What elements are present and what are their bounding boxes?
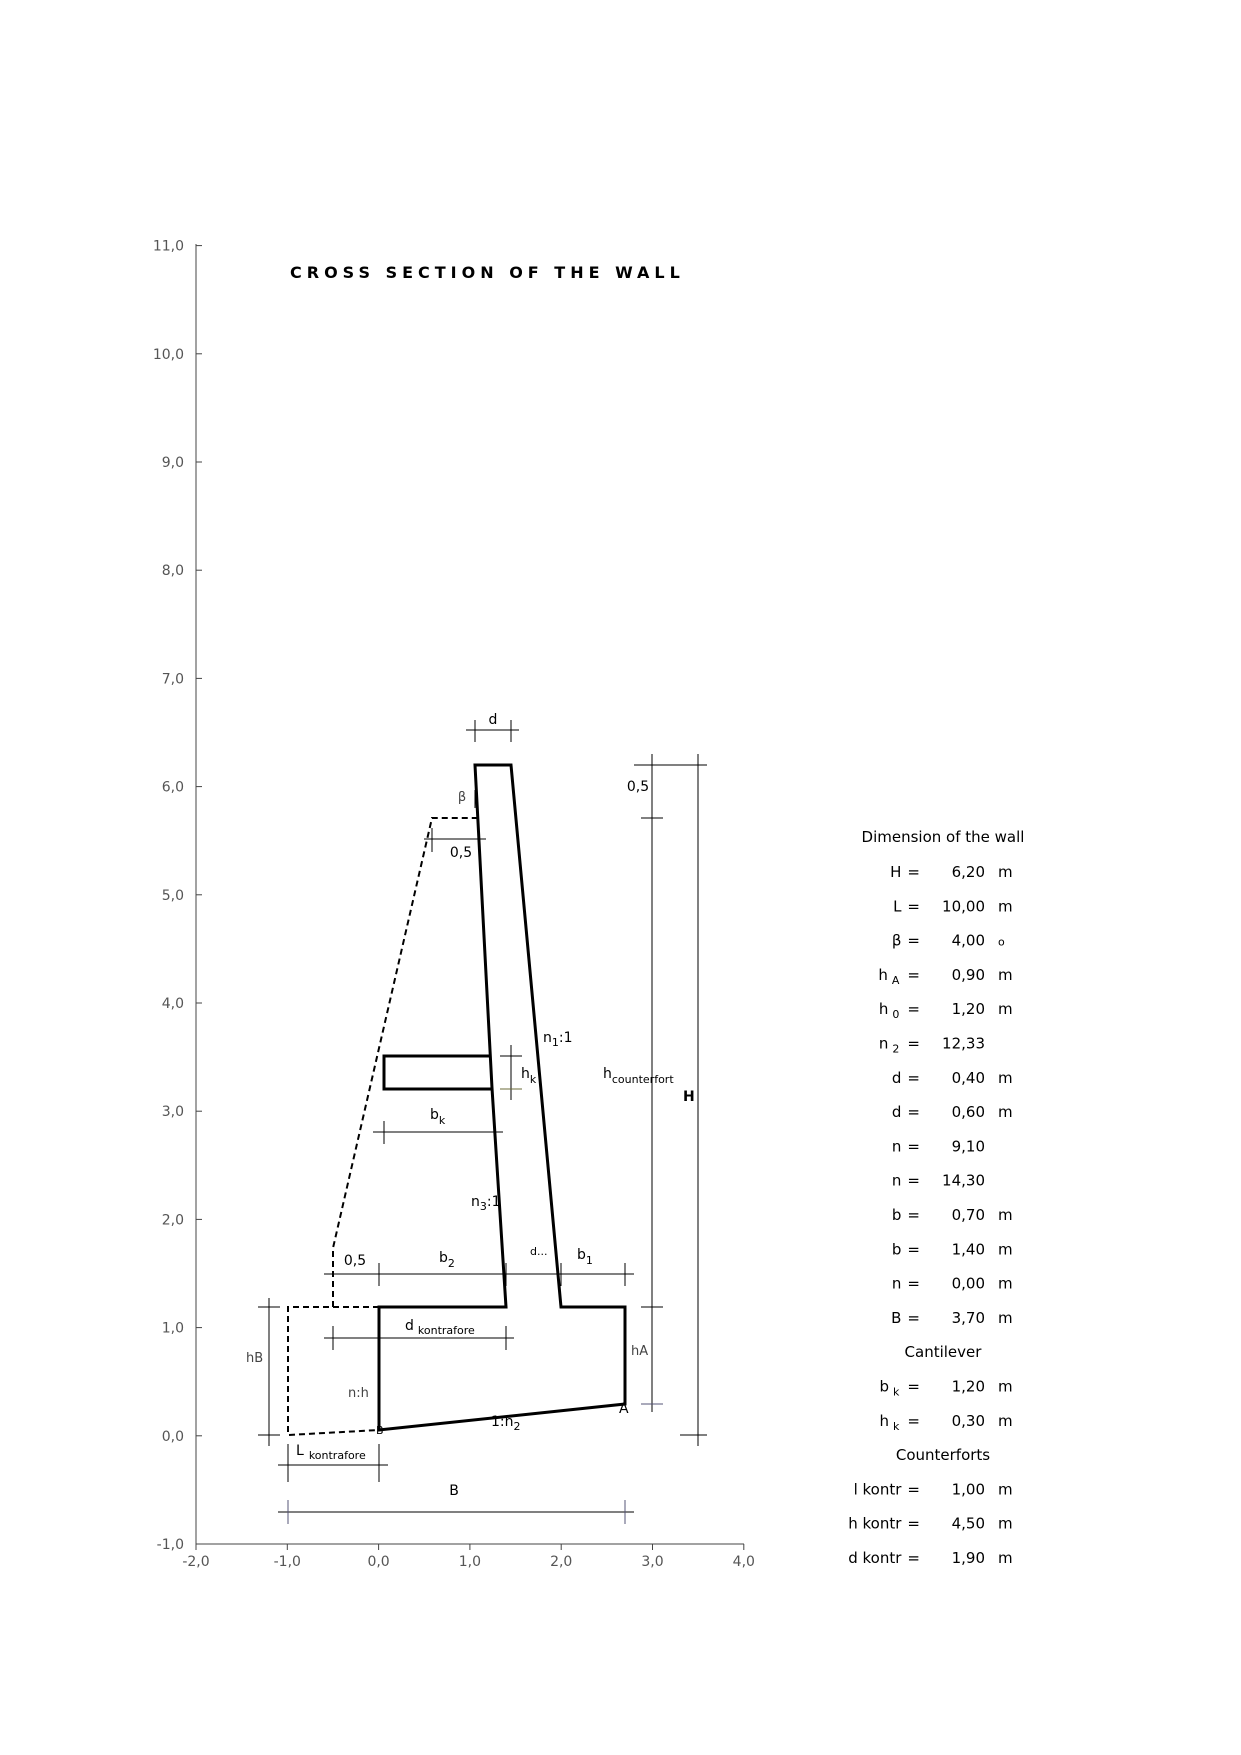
panel-row-name: B = [891, 1308, 920, 1327]
y-tick-label: 3,0 [161, 1104, 184, 1121]
panel-row-value: 4,50 [951, 1514, 985, 1533]
y-tick-label: 5,0 [161, 887, 184, 904]
label-slope: $1:n_2$ [491, 1414, 521, 1433]
label-n3: $n_3:1$ [471, 1194, 501, 1213]
x-tick-label: 2,0 [550, 1554, 573, 1570]
y-tick-label: 9,0 [161, 455, 184, 471]
panel-row-name: H = [890, 863, 920, 881]
y-tick-label: 6,0 [161, 779, 184, 796]
label-L-kontrafore: L $_{kontrafore}$ [296, 1443, 366, 1462]
y-tick-label: 2,0 [161, 1212, 184, 1229]
y-tick-label: 11,0 [152, 238, 184, 255]
label-H: H [683, 1089, 695, 1105]
x-tick-label: -2,0 [182, 1554, 210, 1570]
panel-row-value: 1,20 [951, 1000, 985, 1019]
panel-row-value: 1,00 [951, 1480, 985, 1499]
panel-row-unit: m [998, 1274, 1013, 1293]
panel-row-name: d = [891, 1068, 920, 1087]
label-n1: $n_1:1$ [543, 1030, 573, 1049]
panel-row-unit: m [998, 1377, 1013, 1396]
panel-row-value: 6,20 [951, 863, 985, 881]
label-b1: $b_1$ [577, 1247, 593, 1267]
panel-row-name: β = [891, 931, 920, 950]
wall-outline [379, 765, 625, 1430]
panel-row-value: 14,30 [942, 1171, 985, 1190]
label-half-right: 0,5 [626, 779, 650, 795]
label-d-kontrafore: d $_{kontrafore}$ [405, 1318, 475, 1337]
panel-row-unit: m [998, 1411, 1013, 1430]
label-bk: $b_k$ [430, 1107, 446, 1127]
panel-counterforts-heading: Counterforts [895, 1446, 991, 1465]
panel-row-unit: m [998, 1240, 1013, 1259]
label-hk: $h_k$ [521, 1066, 537, 1086]
panel-row-value: 0,00 [951, 1274, 985, 1293]
label-half-top: 0,5 [449, 845, 473, 861]
diagram-labels [246, 712, 695, 1499]
label-beta: β [457, 790, 467, 805]
panel-row-value: 0,30 [951, 1411, 985, 1430]
counterfort-outline [288, 818, 478, 1435]
panel-row-name: h $_A$ = [878, 965, 920, 987]
label-half-counterfort: 0,5 [343, 1253, 367, 1269]
panel-row-name: d kontr = [848, 1549, 920, 1567]
panel-row-name: b = [891, 1240, 920, 1259]
panel-row-value: 9,10 [951, 1137, 985, 1156]
panel-row-value: 0,70 [951, 1206, 985, 1224]
y-tick-label: 8,0 [161, 563, 184, 580]
panel-row-name: h kontr = [848, 1514, 920, 1533]
y-tick-label: -1,0 [156, 1537, 184, 1553]
panel-row-value: 1,40 [951, 1240, 985, 1259]
label-point-B: B [376, 1424, 384, 1437]
panel-row-value: 4,00 [951, 931, 985, 950]
panel-row-unit: m [998, 1068, 1013, 1087]
y-tick-label: 0,0 [161, 1428, 184, 1445]
panel-row-value: 1,20 [951, 1377, 985, 1396]
panel-row-name: d = [891, 1103, 920, 1122]
label-hA: hA [631, 1344, 649, 1359]
panel-row-value: 10,00 [942, 897, 985, 916]
cantilever-shelf [384, 1056, 493, 1089]
panel-row-value: 3,70 [951, 1308, 985, 1327]
x-tick-label: -1,0 [273, 1554, 301, 1570]
dimension-lines [258, 720, 707, 1524]
label-h-counterfort: $h_{counterfort}$ [603, 1066, 674, 1086]
panel-row-name: h $_0$ = [878, 1000, 920, 1022]
panel-row-name: b = [891, 1206, 920, 1224]
label-hB: hB [246, 1351, 264, 1366]
panel-row-unit: m [998, 897, 1013, 916]
label-b2: $b_2$ [439, 1250, 455, 1270]
x-tick-label: 0,0 [367, 1554, 390, 1570]
panel-row-unit: m [998, 1549, 1013, 1567]
y-tick-label: 7,0 [161, 671, 184, 688]
panel-rows [848, 863, 1012, 1567]
label-d-top: d [488, 712, 498, 728]
label-d-base: d... [530, 1245, 548, 1258]
y-tick-label: 4,0 [161, 996, 184, 1012]
y-tick-label: 1,0 [161, 1320, 184, 1337]
panel-row-unit: m [998, 1480, 1013, 1499]
panel-row-unit: m [998, 1514, 1013, 1533]
panel-row-value: 12,33 [942, 1034, 985, 1053]
panel-row-value: 0,40 [951, 1068, 985, 1087]
panel-row-unit: m [998, 1000, 1013, 1019]
panel-row-unit: o [998, 935, 1005, 949]
panel-row-name: n = [891, 1171, 920, 1190]
axes [153, 239, 755, 1570]
dimension-panel [848, 828, 1024, 1567]
panel-cantilever-heading: Cantilever [904, 1343, 982, 1362]
panel-row-name: n = [891, 1274, 920, 1293]
panel-row-name: l kontr = [853, 1480, 920, 1499]
label-point-A: A [619, 1401, 629, 1417]
panel-row-unit: m [998, 1308, 1013, 1327]
panel-row-value: 0,60 [951, 1103, 985, 1122]
panel-row-unit: m [998, 863, 1013, 881]
drawing-title: CROSS SECTION OF THE WALL [290, 263, 685, 282]
label-B-total: B [449, 1483, 459, 1499]
label-n-h: n:h [348, 1386, 369, 1401]
panel-row-name: h $_k$ = [879, 1411, 920, 1433]
x-tick-label: 3,0 [641, 1554, 664, 1570]
panel-row-name: n $_2$ = [878, 1034, 920, 1056]
panel-heading: Dimension of the wall [861, 828, 1025, 846]
wall-section [379, 765, 625, 1430]
panel-row-name: b $_k$ = [879, 1377, 920, 1399]
panel-row-name: n = [891, 1137, 920, 1156]
y-tick-label: 10,0 [152, 346, 184, 363]
panel-row-value: 0,90 [951, 965, 985, 984]
panel-row-value: 1,90 [951, 1549, 985, 1567]
panel-row-name: L = [893, 897, 920, 916]
panel-row-unit: m [998, 1206, 1013, 1224]
panel-row-unit: m [998, 965, 1013, 984]
panel-row-unit: m [998, 1103, 1013, 1122]
x-tick-label: 4,0 [732, 1554, 755, 1570]
counterfort-slope [333, 818, 478, 1307]
x-tick-label: 1,0 [458, 1554, 482, 1570]
